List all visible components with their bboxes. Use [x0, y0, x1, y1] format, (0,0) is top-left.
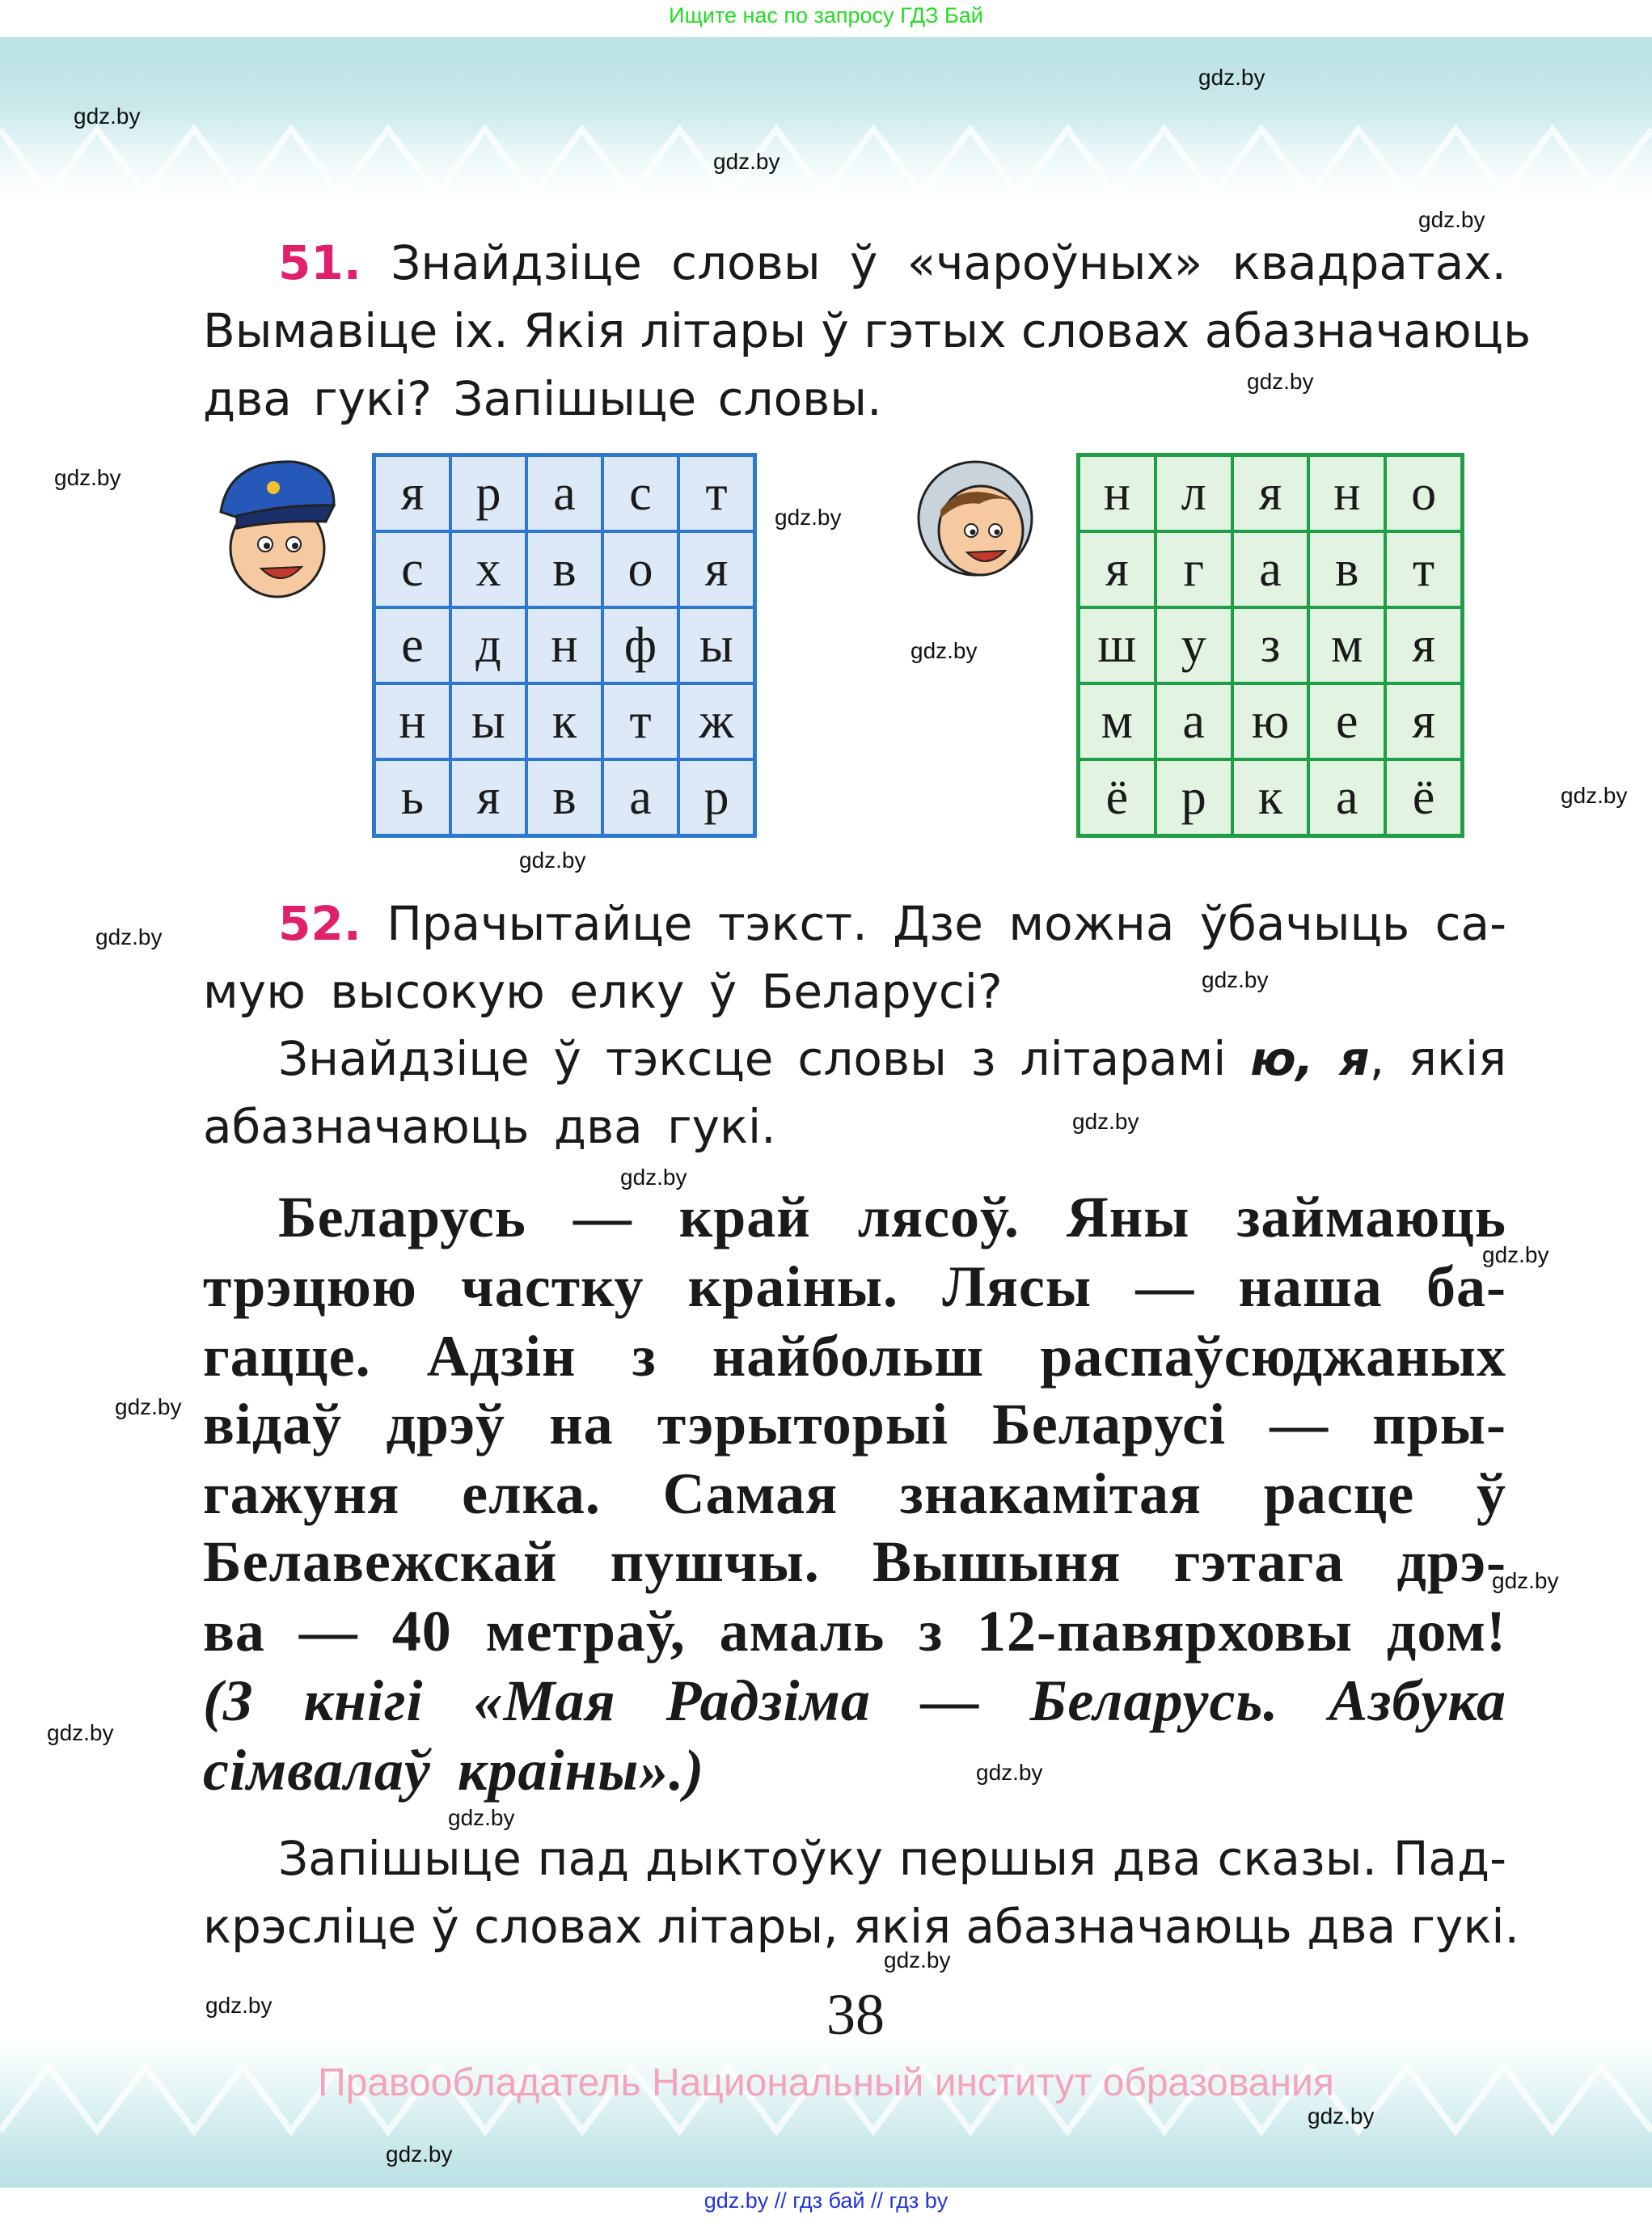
grid-cell: я: [374, 455, 450, 531]
watermark: gdz.by: [95, 924, 163, 949]
source-line: (З кнігі «Мая Радзіма — Беларусь. Азбука: [203, 1668, 1506, 1733]
task52-line-2: мую высокую елку ў Беларусі?: [203, 964, 1003, 1019]
grid-cell: р: [450, 455, 526, 531]
highlighted-letters: ю, я: [1250, 1031, 1370, 1086]
grid-cell: к: [1232, 759, 1309, 835]
watermark: gdz.by: [519, 848, 586, 873]
grid-cell: я: [678, 531, 754, 607]
grid-cell: а: [1232, 531, 1309, 607]
reading-line: Белавежскай пушчы. Вышыня гэтага дрэ-: [203, 1529, 1506, 1594]
watermark: gdz.by: [47, 1720, 114, 1745]
watermark: gdz.by: [713, 149, 780, 174]
grid-cell: р: [678, 759, 754, 835]
pilot-boy-illustration: [213, 455, 338, 601]
watermark: gdz.by: [1482, 1242, 1549, 1267]
grid-cell: в: [526, 759, 602, 835]
reading-line: трэцюю частку краіны. Лясы — наша ба-: [203, 1254, 1506, 1319]
grid-cell: а: [1156, 683, 1232, 759]
astronaut-boy-illustration: [915, 454, 1036, 591]
task52-line-1: [278, 890, 1506, 958]
watermark: gdz.by: [1202, 967, 1269, 992]
task52-line-3: [278, 1025, 1506, 1093]
grid-cell: о: [602, 531, 678, 607]
grid-cell: а: [526, 455, 602, 531]
grid-cell: ш: [1079, 607, 1156, 683]
grid-cell: ф: [602, 607, 678, 683]
grid-cell: з: [1232, 607, 1309, 683]
grid-cell: ю: [1232, 683, 1309, 759]
final-task-line-1: Запішыце пад дыктоўку першыя два сказы. Пад-: [278, 1831, 1506, 1886]
grid-cell: ё: [1385, 759, 1462, 835]
grid-cell: а: [602, 759, 678, 835]
final-task-line-2: крэсліце ў словах літары, якія абазначаюць два гукі.: [203, 1899, 1519, 1954]
grid-cell: т: [602, 683, 678, 759]
grid-cell: о: [1385, 455, 1462, 531]
task51-number: 51.: [278, 235, 361, 290]
grid-cell: у: [1156, 607, 1232, 683]
grid-cell: е: [374, 607, 450, 683]
task51-line-1: [278, 229, 1506, 297]
grid-cell: к: [526, 683, 602, 759]
watermark: gdz.by: [74, 104, 141, 129]
watermark: gdz.by: [976, 1760, 1043, 1785]
bottom-links[interactable]: gdz.by // гдз бай // гдз by: [703, 2188, 949, 2213]
grid-cell: с: [602, 455, 678, 531]
search-hint: Ищите нас по запросу ГДЗ Бай: [669, 3, 983, 27]
grid-cell: н: [374, 683, 450, 759]
task52-text-part: Знайдзіце ў тэксце словы з літарамі: [278, 1031, 1251, 1086]
source-line: сімвалаў краіны».): [203, 1738, 705, 1803]
watermark: gdz.by: [115, 1394, 182, 1419]
watermark: gdz.by: [775, 505, 842, 530]
grid-cell: т: [678, 455, 754, 531]
grid-cell: х: [450, 531, 526, 607]
watermark: gdz.by: [911, 638, 978, 663]
grid-cell: н: [1308, 455, 1385, 531]
grid-cell: с: [374, 531, 450, 607]
grid-cell: н: [1079, 455, 1156, 531]
watermark: gdz.by: [205, 1993, 273, 2018]
watermark: gdz.by: [1072, 1109, 1139, 1134]
task52-text: Прачытайце тэкст. Дзе можна ўбачыць са-: [387, 896, 1507, 951]
header-ornament-pattern: [0, 121, 1652, 210]
reading-line: гажуня елка. Самая знакамітая расце ў: [203, 1461, 1506, 1526]
reading-line: Беларусь — край лясоў. Яны займаюць: [278, 1185, 1506, 1249]
watermark: gdz.by: [1561, 783, 1628, 808]
watermark: gdz.by: [884, 1947, 951, 1972]
watermark: gdz.by: [1308, 2103, 1375, 2129]
watermark: gdz.by: [54, 465, 121, 490]
task51-line-3: два гукі? Запішыце словы.: [203, 371, 882, 426]
grid-cell: ы: [678, 607, 754, 683]
task52-line-4: абазначаюць два гукі.: [203, 1099, 776, 1154]
grid-cell: я: [1385, 607, 1462, 683]
watermark: gdz.by: [386, 2142, 453, 2167]
grid-cell: в: [1308, 531, 1385, 607]
reading-line: гацце. Адзін з найбольш распаўсюджаных: [203, 1324, 1506, 1389]
magic-square-1: [372, 453, 757, 838]
task51-text: Знайдзіце словы ў «чароўных» квадратах.: [391, 235, 1506, 290]
watermark: gdz.by: [1198, 65, 1265, 90]
grid-cell: р: [1156, 759, 1232, 835]
task51-line-2: Вымавіце іх. Якія літары ў гэтых словах абазначаюць: [203, 303, 1532, 358]
grid-cell: а: [1308, 759, 1385, 835]
watermark: gdz.by: [1492, 1568, 1559, 1593]
task52-text-part: , якія: [1369, 1031, 1506, 1086]
reading-line: ва — 40 метраў, амаль з 12-павярховы дом!: [203, 1599, 1506, 1664]
grid-cell: н: [526, 607, 602, 683]
grid-cell: м: [1079, 683, 1156, 759]
page-number: 38: [826, 1982, 885, 2047]
grid-cell: т: [1385, 531, 1462, 607]
grid-cell: м: [1308, 607, 1385, 683]
grid-cell: ё: [1079, 759, 1156, 835]
watermark: gdz.by: [448, 1805, 515, 1830]
grid-cell: я: [1232, 455, 1309, 531]
grid-cell: ж: [678, 683, 754, 759]
grid-cell: г: [1156, 531, 1232, 607]
watermark: gdz.by: [1418, 207, 1485, 232]
grid-cell: я: [1385, 683, 1462, 759]
grid-cell: ь: [374, 759, 450, 835]
watermark: gdz.by: [1247, 369, 1314, 394]
reading-line: відаў дрэў на тэрыторыі Беларусі — пры-: [203, 1392, 1506, 1457]
watermark: gdz.by: [620, 1165, 687, 1190]
grid-cell: я: [450, 759, 526, 835]
task52-number: 52.: [278, 896, 361, 951]
grid-cell: е: [1308, 683, 1385, 759]
copyright-notice: Правообладатель Национальный институт образования: [318, 2061, 1334, 2104]
magic-square-2: [1076, 453, 1464, 838]
grid-cell: в: [526, 531, 602, 607]
grid-cell: я: [1079, 531, 1156, 607]
grid-cell: д: [450, 607, 526, 683]
grid-cell: л: [1156, 455, 1232, 531]
grid-cell: ы: [450, 683, 526, 759]
